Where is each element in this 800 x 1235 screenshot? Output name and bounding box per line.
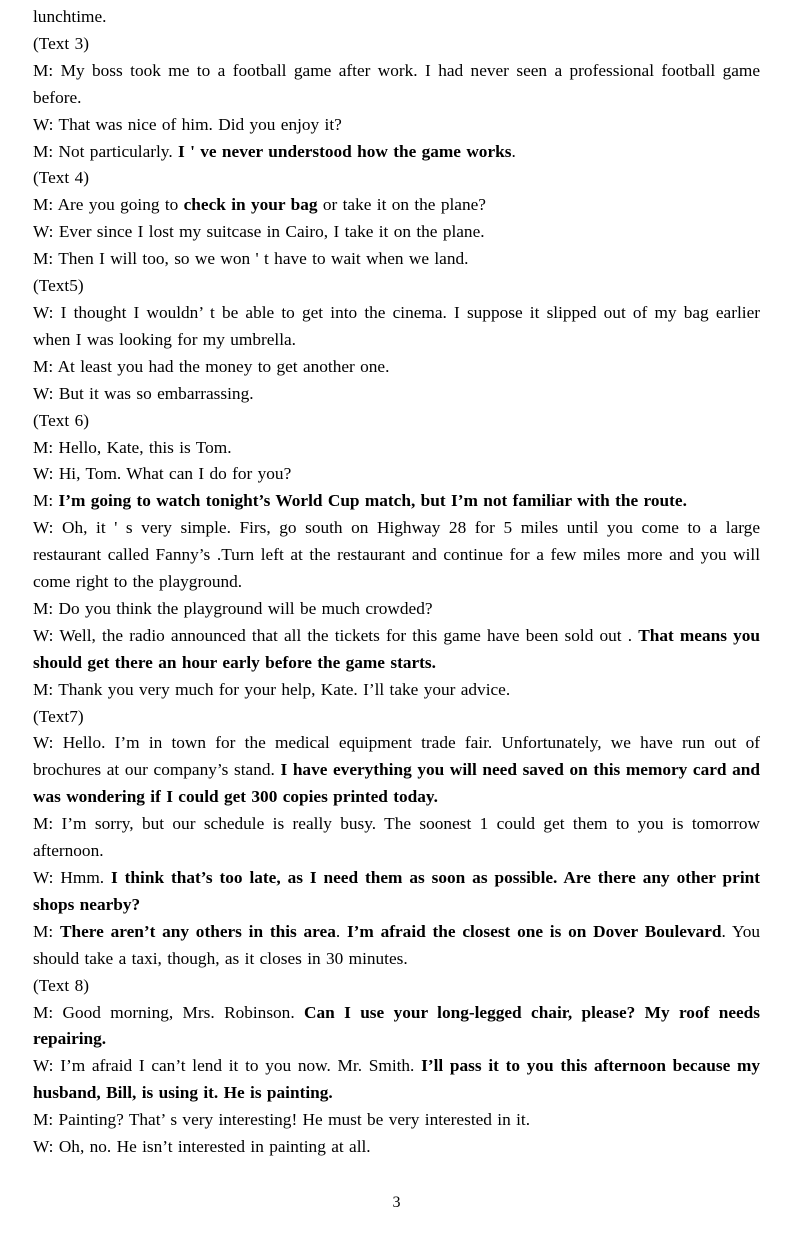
text-run: W: Well, the radio announced that all the tickets for this game have been sold out . — [33, 625, 639, 645]
page-number: 3 — [392, 1194, 401, 1211]
bold-text-run: I ' ve never understood how the game works — [178, 141, 512, 161]
bold-text-run: There aren’t any others in this area — [59, 921, 336, 941]
dialogue-line — [33, 58, 766, 112]
text-run: W: But it was so embarrassing. — [33, 383, 254, 403]
bold-text-run: Can I use your long-legged chair, please? My roof needs repairing. — [33, 1002, 766, 1049]
text-run: M: Hello, Kate, this is Tom. — [33, 437, 232, 457]
bold-text-run: I think that’s too late, as I need them as soon as possible. Are there any other print shops nearby? — [33, 868, 766, 914]
dialogue-line — [33, 354, 760, 381]
dialogue-line — [33, 1053, 766, 1107]
dialogue-line — [33, 730, 766, 811]
dialogue-line — [33, 1134, 760, 1161]
dialogue-line — [33, 1000, 766, 1054]
dialogue-line — [33, 219, 760, 246]
bold-text-run: I have everything you will need saved on this memory card and was wondering if I could get 300 copies printed today. — [33, 760, 766, 807]
text-run: W: Hello. I’m in town for the medical equipment trade fair. Unfortunately, we have run out of brochures at our company’s stand. — [33, 733, 766, 780]
dialogue-line — [33, 381, 760, 408]
dialogue-line — [33, 811, 766, 865]
text-run: W: I thought I wouldn’ t be able to get into the cinema. I suppose it slipped out of my bag earlier when I was looking for my umbrella. — [33, 302, 766, 349]
bold-text-run: check in your bag — [183, 195, 318, 215]
text-run: . — [511, 141, 516, 161]
text-run: (Text7) — [33, 706, 84, 726]
text-run: M: Good morning, Mrs. Robinson. — [33, 1002, 305, 1022]
text-run: (Text5) — [33, 276, 84, 296]
bold-text-run: That means you should get there an hour early before the game starts. — [33, 625, 766, 672]
text-run: W: Hi, Tom. What can I do for you? — [33, 464, 292, 484]
text-run: M: Painting? That’ s very interesting! He must be very interested in it. — [33, 1110, 531, 1130]
text-run: W: That was nice of him. Did you enjoy it? — [33, 114, 342, 134]
dialogue-line — [33, 300, 766, 354]
dialogue-line — [33, 515, 766, 596]
text-run: . You should take a taxi, though, as it closes in 30 minutes. — [33, 921, 766, 968]
dialogue-line — [33, 1107, 760, 1134]
document-body — [33, 4, 766, 1161]
text-run: W: Ever since I lost my suitcase in Cairo, I take it on the plane. — [33, 222, 485, 242]
dialogue-line — [33, 623, 766, 677]
dialogue-line — [33, 461, 760, 488]
dialogue-line — [33, 704, 760, 731]
text-run: or take it on the plane? — [317, 195, 486, 215]
dialogue-line — [33, 246, 760, 273]
text-run: W: Oh, it ' s very simple. Firs, go south on Highway 28 for 5 miles until you come to a large restaurant called Fanny’s .Turn left at the restaurant and continue for a few miles more and you will come right to the playground. — [33, 518, 766, 592]
bold-text-run: I’m going to watch tonight’s World Cup match, but I’m not familiar with the route. — [58, 491, 687, 511]
text-run: M: — [33, 921, 60, 941]
document-page — [33, 4, 766, 1161]
dialogue-line — [33, 973, 760, 1000]
dialogue-line — [33, 273, 760, 300]
text-run: M: At least you had the money to get another one. — [33, 356, 390, 376]
text-run: W: I’m afraid I can’t lend it to you now. Mr. Smith. — [33, 1056, 422, 1076]
text-run: lunchtime. — [33, 7, 107, 26]
dialogue-line — [33, 408, 760, 435]
bold-text-run: I’m afraid the closest one is on Dover Boulevard — [346, 921, 722, 941]
text-run: (Text 6) — [33, 410, 89, 430]
dialogue-line — [33, 919, 766, 973]
text-run: W: Hmm. — [33, 868, 112, 887]
text-run: M: — [33, 491, 59, 511]
text-run: M: I’m sorry, but our schedule is really busy. The soonest 1 could get them to you is tomorrow afternoon. — [33, 814, 766, 861]
text-run: W: Oh, no. He isn’t interested in painting at all. — [33, 1137, 371, 1157]
text-run: M: My boss took me to a football game after work. I had never seen a professional football game before. — [33, 60, 766, 107]
dialogue-line — [33, 31, 760, 58]
dialogue-line — [33, 139, 760, 166]
bold-text-run: I’ll pass it to you this afternoon because my husband, Bill, is using it. He is painting. — [33, 1056, 766, 1103]
dialogue-line — [33, 112, 760, 139]
text-run: M: Are you going to — [33, 195, 184, 215]
dialogue-line — [33, 677, 760, 704]
text-run: M: Do you think the playground will be much crowded? — [33, 598, 433, 618]
text-run: M: Not particularly. — [33, 141, 179, 161]
dialogue-line — [33, 4, 760, 31]
text-run: (Text 8) — [33, 975, 89, 995]
dialogue-line — [33, 435, 760, 462]
dialogue-line — [33, 488, 760, 515]
text-run: M: Thank you very much for your help, Kate. I’ll take your advice. — [33, 679, 511, 699]
dialogue-line — [33, 192, 760, 219]
dialogue-line — [33, 165, 760, 192]
text-run: . — [335, 921, 347, 941]
dialogue-line — [33, 596, 760, 623]
text-run: M: Then I will too, so we won ' t have to wait when we land. — [33, 249, 469, 269]
dialogue-line — [33, 865, 766, 919]
text-run: (Text 3) — [33, 33, 89, 53]
text-run: (Text 4) — [33, 168, 89, 188]
